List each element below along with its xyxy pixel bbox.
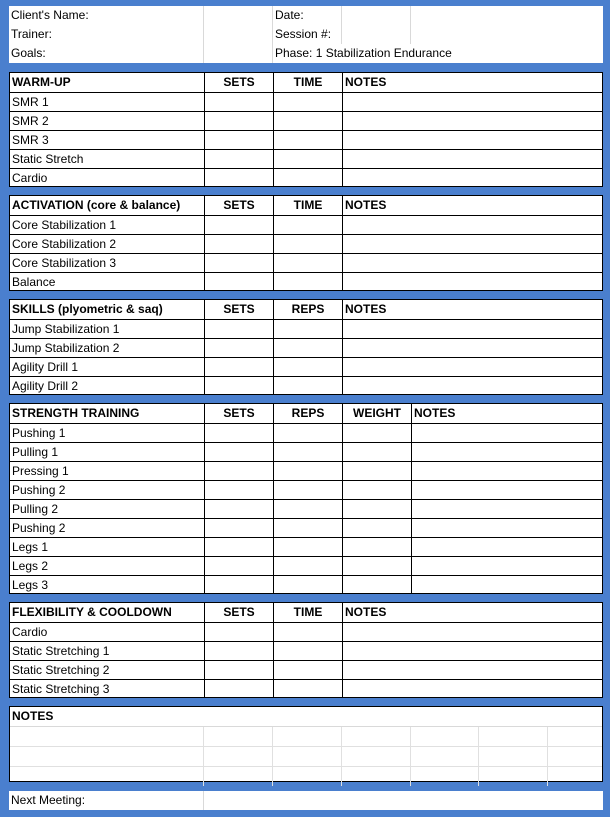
exercise-row (10, 234, 602, 253)
next-meeting-label: Next Meeting: (11, 793, 86, 807)
exercise-row (10, 537, 602, 556)
column-header: TIME (273, 196, 342, 215)
exercise-row (10, 461, 602, 480)
activation-header-row (10, 196, 602, 215)
notes-grid-cell[interactable] (410, 747, 479, 766)
strength-title: STRENGTH TRAINING (12, 406, 140, 420)
notes-cell[interactable] (342, 169, 602, 187)
blank-cell (410, 25, 603, 44)
exercise-label: Legs 2 (12, 559, 49, 573)
exercise-row (10, 149, 602, 168)
exercise-label: Static Stretching 2 (12, 663, 110, 677)
exercise-label: Core Stabilization 1 (12, 218, 117, 232)
value-cell[interactable] (273, 481, 342, 499)
sets-column-header: SETS (204, 73, 273, 92)
warmup-header-row (10, 73, 602, 92)
exercise-label: Agility Drill 1 (12, 360, 79, 374)
sets-cell[interactable] (204, 443, 273, 461)
weight-cell[interactable] (342, 443, 411, 461)
column-header: TIME (273, 603, 342, 622)
notes-grid-cell[interactable] (272, 767, 341, 786)
weight-cell[interactable] (342, 557, 411, 575)
value-cell[interactable] (273, 680, 342, 698)
notes-cell[interactable] (342, 661, 602, 679)
sets-cell[interactable] (204, 235, 273, 253)
sets-cell[interactable] (204, 661, 273, 679)
exercise-row (10, 518, 602, 537)
exercise-row (10, 480, 602, 499)
notes-grid-cell[interactable] (10, 767, 203, 786)
sets-cell[interactable] (204, 254, 273, 272)
sets-cell[interactable] (204, 576, 273, 594)
exercise-label: Cardio (12, 625, 48, 639)
value-cell[interactable] (273, 557, 342, 575)
weight-cell[interactable] (342, 538, 411, 556)
sets-cell[interactable] (204, 377, 273, 395)
notes-column-header: NOTES (342, 300, 602, 319)
weight-cell[interactable] (342, 462, 411, 480)
notes-grid-cell[interactable] (478, 727, 547, 746)
notes-grid-cell[interactable] (478, 747, 547, 766)
notes-cell[interactable] (342, 320, 602, 338)
exercise-label: Pressing 1 (12, 464, 69, 478)
notes-cell[interactable] (411, 538, 602, 556)
exercise-label: Legs 1 (12, 540, 49, 554)
exercise-row (10, 556, 602, 575)
exercise-label: SMR 1 (12, 95, 49, 109)
notes-cell[interactable] (342, 131, 602, 149)
exercise-row (10, 92, 602, 111)
notes-cell[interactable] (411, 500, 602, 518)
notes-grid-cell[interactable] (272, 727, 341, 746)
exercise-row (10, 253, 602, 272)
sets-cell[interactable] (204, 481, 273, 499)
value-cell[interactable] (273, 93, 342, 111)
weight-cell[interactable] (342, 481, 411, 499)
value-cell[interactable] (273, 150, 342, 168)
warmup-title: WARM-UP (12, 75, 71, 89)
exercise-label: Jump Stabilization 2 (12, 341, 120, 355)
notes-grid-cell[interactable] (272, 747, 341, 766)
strength-section (9, 403, 603, 594)
weight-cell[interactable] (342, 576, 411, 594)
notes-cell[interactable] (342, 93, 602, 111)
notes-cell[interactable] (342, 339, 602, 357)
sets-cell[interactable] (204, 112, 273, 130)
skills-header-row (10, 300, 602, 319)
value-cell[interactable] (273, 112, 342, 130)
exercise-label: Static Stretching 1 (12, 644, 110, 658)
value-cell[interactable] (273, 377, 342, 395)
exercise-row (10, 376, 602, 395)
notes-cell[interactable] (411, 443, 602, 461)
notes-title: NOTES (12, 709, 54, 723)
trainer-label: Trainer: (11, 27, 52, 41)
exercise-label: Agility Drill 2 (12, 379, 79, 393)
value-cell[interactable] (273, 235, 342, 253)
sets-cell[interactable] (204, 169, 273, 187)
flexibility-header-row (10, 603, 602, 622)
sets-cell[interactable] (204, 642, 273, 660)
value-cell[interactable] (273, 519, 342, 537)
date-label: Date: (272, 6, 341, 25)
sets-cell[interactable] (204, 93, 273, 111)
notes-cell[interactable] (342, 623, 602, 641)
value-cell[interactable] (273, 358, 342, 376)
next-meeting-block (9, 791, 603, 810)
sets-cell[interactable] (204, 538, 273, 556)
sets-column-header: SETS (204, 404, 273, 423)
exercise-label: Pulling 2 (12, 502, 59, 516)
weight-cell[interactable] (342, 500, 411, 518)
sets-cell[interactable] (204, 320, 273, 338)
notes-cell[interactable] (342, 358, 602, 376)
client-row (9, 6, 603, 25)
value-cell[interactable] (273, 623, 342, 641)
sets-cell[interactable] (204, 150, 273, 168)
blank-cell (410, 6, 603, 25)
notes-column-header: NOTES (342, 73, 602, 92)
column-header: TIME (273, 73, 342, 92)
goals-field[interactable] (203, 44, 272, 63)
notes-grid-cell[interactable] (341, 747, 410, 766)
exercise-label: Pushing 2 (12, 521, 66, 535)
notes-grid-cell[interactable] (203, 727, 272, 746)
session-field[interactable] (341, 25, 410, 44)
exercise-row (10, 499, 602, 518)
sets-cell[interactable] (204, 557, 273, 575)
next-meeting-row (9, 791, 603, 810)
skills-title: SKILLS (plyometric & saq) (12, 302, 163, 316)
notes-title-row (10, 707, 602, 727)
value-cell[interactable] (273, 254, 342, 272)
notes-column-header: NOTES (342, 603, 602, 622)
notes-cell[interactable] (342, 112, 602, 130)
value-cell[interactable] (273, 576, 342, 594)
notes-cell[interactable] (342, 254, 602, 272)
exercise-label: Jump Stabilization 1 (12, 322, 120, 336)
notes-cell[interactable] (411, 576, 602, 594)
sets-cell[interactable] (204, 680, 273, 698)
notes-grid-cell[interactable] (547, 767, 602, 786)
exercise-row (10, 130, 602, 149)
notes-grid-cell[interactable] (341, 727, 410, 746)
notes-line[interactable] (10, 746, 602, 766)
weight-column-header: WEIGHT (342, 404, 411, 423)
value-cell[interactable] (273, 131, 342, 149)
notes-cell[interactable] (411, 557, 602, 575)
notes-cell[interactable] (411, 481, 602, 499)
exercise-row (10, 660, 602, 679)
exercise-label: Core Stabilization 3 (12, 256, 117, 270)
exercise-row (10, 168, 602, 187)
notes-cell[interactable] (342, 680, 602, 698)
value-cell[interactable] (273, 642, 342, 660)
notes-cell[interactable] (342, 216, 602, 234)
notes-grid-cell[interactable] (341, 767, 410, 786)
client-info-block (9, 6, 603, 63)
notes-grid-cell[interactable] (547, 727, 602, 746)
exercise-label: Core Stabilization 2 (12, 237, 117, 251)
exercise-label: Static Stretch (12, 152, 84, 166)
sets-cell[interactable] (204, 519, 273, 537)
exercise-row (10, 442, 602, 461)
activation-section (9, 195, 603, 291)
exercise-row (10, 272, 602, 291)
exercise-row (10, 575, 602, 594)
trainer-field[interactable] (203, 25, 272, 44)
activation-title: ACTIVATION (core & balance) (12, 198, 181, 212)
notes-column-header: NOTES (342, 196, 602, 215)
session-label: Session #: (272, 25, 341, 44)
value-cell[interactable] (273, 538, 342, 556)
value-cell[interactable] (273, 273, 342, 291)
flexibility-section (9, 602, 603, 698)
date-field[interactable] (341, 6, 410, 25)
client-name-field[interactable] (203, 6, 272, 25)
weight-cell[interactable] (342, 424, 411, 442)
notes-grid-cell[interactable] (10, 747, 203, 766)
sets-cell[interactable] (204, 131, 273, 149)
client-name-label: Client's Name: (11, 8, 89, 22)
skills-section (9, 299, 603, 395)
value-cell[interactable] (273, 169, 342, 187)
exercise-row (10, 215, 602, 234)
exercise-label: Balance (12, 275, 56, 289)
column-header: REPS (273, 404, 342, 423)
sets-cell[interactable] (204, 623, 273, 641)
exercise-label: SMR 2 (12, 114, 49, 128)
weight-cell[interactable] (342, 519, 411, 537)
notes-cell[interactable] (342, 273, 602, 291)
exercise-row (10, 679, 602, 698)
exercise-row (10, 338, 602, 357)
sets-column-header: SETS (204, 196, 273, 215)
warmup-section (9, 72, 603, 187)
goals-label: Goals: (11, 46, 46, 60)
notes-grid-cell[interactable] (203, 747, 272, 766)
notes-grid-cell[interactable] (410, 767, 479, 786)
sets-cell[interactable] (204, 216, 273, 234)
value-cell[interactable] (273, 424, 342, 442)
sets-column-header: SETS (204, 603, 273, 622)
value-cell[interactable] (273, 216, 342, 234)
exercise-label: SMR 3 (12, 133, 49, 147)
exercise-label: Legs 3 (12, 578, 49, 592)
notes-grid-cell[interactable] (410, 727, 479, 746)
strength-header-row (10, 404, 602, 423)
notes-grid-cell[interactable] (547, 747, 602, 766)
exercise-row (10, 357, 602, 376)
notes-cell[interactable] (342, 642, 602, 660)
sets-cell[interactable] (204, 358, 273, 376)
notes-grid-cell[interactable] (203, 767, 272, 786)
value-cell[interactable] (273, 661, 342, 679)
notes-section (9, 706, 603, 782)
flexibility-title: FLEXIBILITY & COOLDOWN (12, 605, 172, 619)
notes-cell[interactable] (411, 424, 602, 442)
sets-cell[interactable] (204, 424, 273, 442)
notes-grid-cell[interactable] (478, 767, 547, 786)
sets-cell[interactable] (204, 500, 273, 518)
notes-line[interactable] (10, 766, 602, 786)
value-cell[interactable] (273, 339, 342, 357)
trainer-row (9, 25, 603, 44)
value-cell[interactable] (273, 500, 342, 518)
exercise-row (10, 111, 602, 130)
sets-cell[interactable] (204, 462, 273, 480)
exercise-row (10, 423, 602, 442)
notes-cell[interactable] (342, 150, 602, 168)
notes-grid-cell[interactable] (10, 727, 203, 746)
exercise-row (10, 641, 602, 660)
sets-cell[interactable] (204, 273, 273, 291)
notes-cell[interactable] (342, 235, 602, 253)
next-meeting-field[interactable] (203, 791, 603, 810)
sets-column-header: SETS (204, 300, 273, 319)
exercise-row (10, 622, 602, 641)
phase-label: Phase: 1 Stabilization Endurance (272, 44, 603, 63)
sets-cell[interactable] (204, 339, 273, 357)
goals-row (9, 44, 603, 63)
value-cell[interactable] (273, 443, 342, 461)
notes-cell[interactable] (342, 377, 602, 395)
exercise-label: Cardio (12, 171, 48, 185)
column-header: REPS (273, 300, 342, 319)
notes-cell[interactable] (411, 462, 602, 480)
exercise-label: Static Stretching 3 (12, 682, 110, 696)
value-cell[interactable] (273, 462, 342, 480)
exercise-label: Pushing 2 (12, 483, 66, 497)
notes-line[interactable] (10, 727, 602, 746)
exercise-row (10, 319, 602, 338)
value-cell[interactable] (273, 320, 342, 338)
notes-cell[interactable] (411, 519, 602, 537)
exercise-label: Pushing 1 (12, 426, 66, 440)
notes-column-header: NOTES (411, 404, 602, 423)
exercise-label: Pulling 1 (12, 445, 59, 459)
